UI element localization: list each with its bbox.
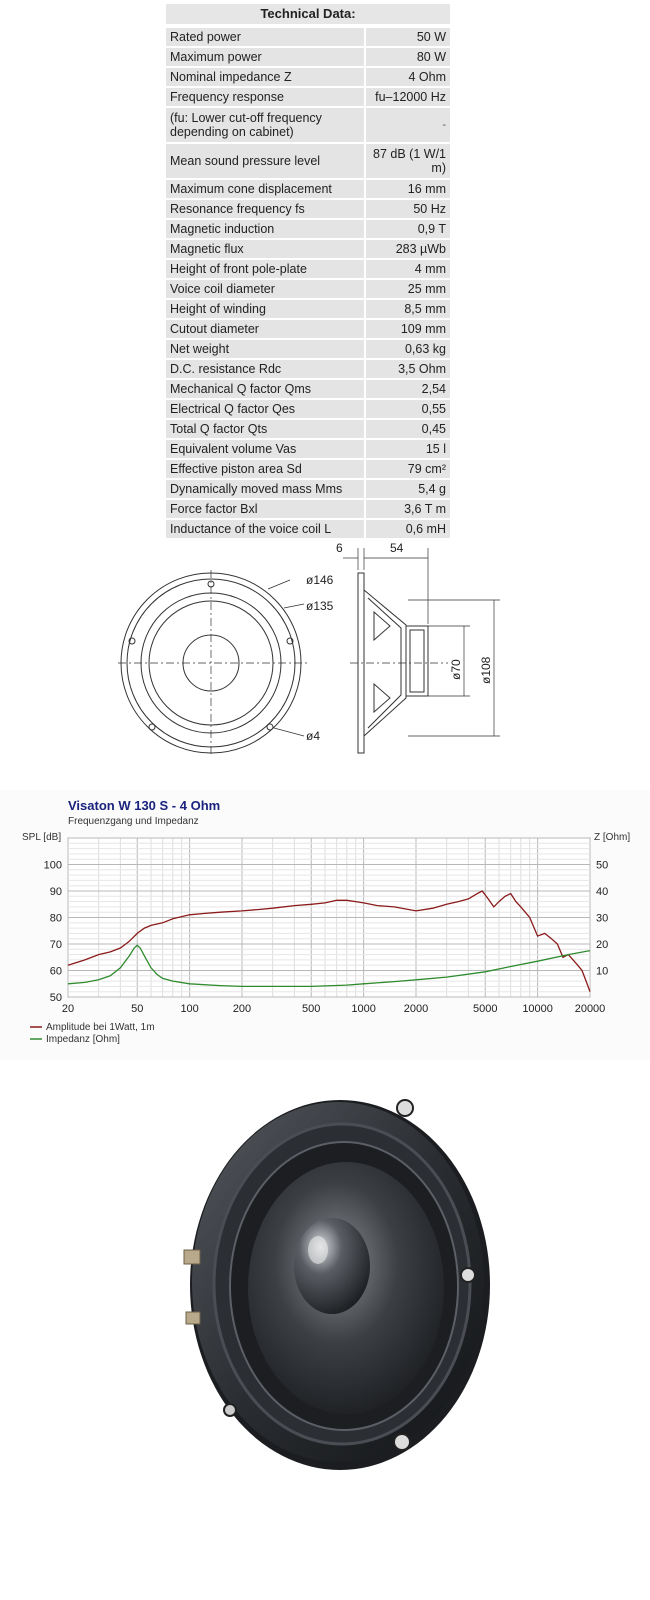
x-tick-label: 200 [232, 1003, 252, 1015]
y-tick-label: 90 [49, 886, 62, 898]
x-tick-label: 20 [61, 1003, 75, 1015]
dim-54: 54 [390, 541, 404, 555]
y2-tick-label: 20 [596, 939, 609, 951]
spec-label: (fu: Lower cut-off frequency depending on cabinet) [166, 108, 364, 142]
spec-value: 0,55 [364, 400, 450, 418]
spec-label: Effective piston area Sd [166, 460, 364, 478]
x-tick-label: 1000 [351, 1003, 376, 1015]
spec-row [166, 200, 450, 218]
x-tick-label: 100 [180, 1003, 199, 1015]
spec-value: 25 mm [364, 280, 450, 298]
spec-label: Maximum cone displacement [166, 180, 364, 198]
spec-row [166, 260, 450, 278]
technical-data-table [166, 4, 450, 540]
y2-tick-label: 50 [596, 859, 609, 872]
spec-value: 0,6 mH [364, 520, 450, 538]
spec-row [166, 240, 450, 258]
spec-label: Dynamically moved mass Mms [166, 480, 364, 498]
spec-value: 79 cm² [364, 460, 450, 478]
spec-table [166, 26, 450, 540]
spec-row [166, 460, 450, 478]
spec-value: 0,9 T [364, 220, 450, 238]
spec-label: Maximum power [166, 48, 364, 66]
spec-label: D.C. resistance Rdc [166, 360, 364, 378]
y-tick-label: 80 [49, 912, 62, 925]
legend-label: Amplitude bei 1Watt, 1m [46, 1022, 155, 1033]
spec-row [166, 300, 450, 318]
spec-row [166, 340, 450, 358]
spec-label: Nominal impedance Z [166, 68, 364, 86]
y-tick-label: 50 [49, 992, 62, 1004]
spec-label: Height of winding [166, 300, 364, 318]
spec-row [166, 520, 450, 538]
legend-label: Impedanz [Ohm] [46, 1034, 120, 1045]
x-tick-label: 10000 [522, 1003, 553, 1015]
spec-value: 8,5 mm [364, 300, 450, 318]
spec-value: - [364, 108, 450, 142]
y2-tick-label: 40 [596, 886, 609, 898]
side-view [343, 548, 500, 753]
spec-label: Magnetic induction [166, 220, 364, 238]
spec-label: Voice coil diameter [166, 280, 364, 298]
y-axis-label: SPL [dB] [22, 832, 62, 843]
spec-row [166, 68, 450, 86]
spec-value: 80 W [364, 48, 450, 66]
spec-label: Magnetic flux [166, 240, 364, 258]
dim-d70: ø70 [449, 659, 463, 680]
spec-label: Resonance frequency fs [166, 200, 364, 218]
spec-row [166, 280, 450, 298]
y2-axis-label: Z [Ohm] [594, 832, 631, 843]
spec-label: Mean sound pressure level [166, 144, 364, 178]
dimension-drawing [118, 540, 508, 765]
chart-subtitle: Frequenzgang und Impedanz [68, 816, 199, 827]
y-tick-label: 100 [43, 859, 62, 872]
spec-row [166, 440, 450, 458]
spec-row [166, 480, 450, 498]
spec-label: Net weight [166, 340, 364, 358]
spec-row [166, 360, 450, 378]
spec-label: Cutout diameter [166, 320, 364, 338]
dim-d4: ø4 [306, 729, 321, 743]
spec-value: 4 Ohm [364, 68, 450, 86]
x-tick-label: 50 [131, 1003, 144, 1015]
spec-label: Frequency response [166, 88, 364, 106]
spec-label: Force factor Bxl [166, 500, 364, 518]
y2-tick-label: 10 [596, 965, 609, 978]
spec-row [166, 88, 450, 106]
spec-value: 87 dB (1 W/1 m) [364, 144, 450, 178]
x-tick-label: 5000 [472, 1003, 498, 1015]
spec-value: 109 mm [364, 320, 450, 338]
spec-value: 5,4 g [364, 480, 450, 498]
spec-row [166, 400, 450, 418]
spec-value: 0,45 [364, 420, 450, 438]
dim-d146: ø146 [306, 573, 334, 587]
spec-label: Total Q factor Qts [166, 420, 364, 438]
frequency-response-chart [0, 790, 650, 1060]
spec-row [166, 180, 450, 198]
spec-value: 3,5 Ohm [364, 360, 450, 378]
spec-row [166, 220, 450, 238]
spec-label: Equivalent volume Vas [166, 440, 364, 458]
speaker-photo [150, 1070, 500, 1500]
frequency-response-panel [0, 790, 650, 1060]
spec-label: Inductance of the voice coil L [166, 520, 364, 538]
speaker-body [184, 1100, 490, 1470]
front-view [118, 570, 308, 756]
x-tick-label: 500 [302, 1003, 321, 1015]
y-tick-label: 60 [49, 965, 62, 978]
spec-value: 15 l [364, 440, 450, 458]
spec-row [166, 320, 450, 338]
spec-row [166, 380, 450, 398]
spec-value: 3,6 T m [364, 500, 450, 518]
x-tick-label: 2000 [403, 1003, 429, 1015]
technical-data-title: Technical Data: [166, 4, 450, 24]
spec-value: 4 mm [364, 260, 450, 278]
spec-row [166, 28, 450, 46]
spec-label: Electrical Q factor Qes [166, 400, 364, 418]
spec-row [166, 500, 450, 518]
chart-title: Visaton W 130 S - 4 Ohm [68, 798, 221, 813]
dim-d108: ø108 [479, 656, 493, 684]
spec-value: 0,63 kg [364, 340, 450, 358]
dim-6: 6 [336, 541, 343, 555]
spec-value: 50 Hz [364, 200, 450, 218]
spec-row [166, 108, 450, 142]
spec-value: 283 µWb [364, 240, 450, 258]
spec-value: fu–12000 Hz [364, 88, 450, 106]
spec-value: 16 mm [364, 180, 450, 198]
x-tick-label: 20000 [574, 1003, 606, 1015]
spec-value: 50 W [364, 28, 450, 46]
spec-row [166, 420, 450, 438]
spec-row [166, 48, 450, 66]
spec-value: 2,54 [364, 380, 450, 398]
spec-label: Height of front pole-plate [166, 260, 364, 278]
y2-tick-label: 30 [596, 912, 609, 925]
spec-row [166, 144, 450, 178]
spec-label: Rated power [166, 28, 364, 46]
y-tick-label: 70 [49, 939, 62, 951]
spec-label: Mechanical Q factor Qms [166, 380, 364, 398]
dim-d135: ø135 [306, 599, 334, 613]
